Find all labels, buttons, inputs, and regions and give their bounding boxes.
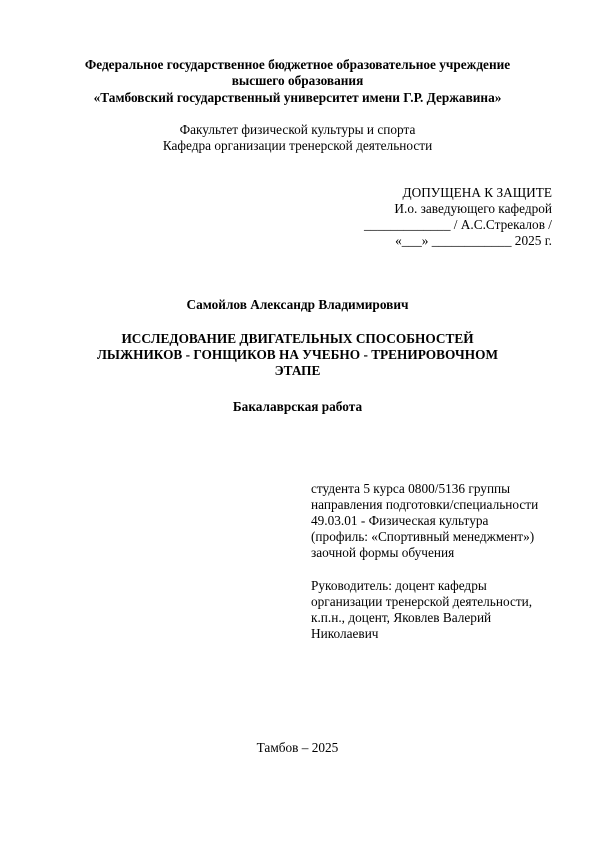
header-line-1: Федеральное государственное бюджетное образовательное учреждение (84, 57, 511, 72)
supervisor-line: Руководитель: доцент кафедры (311, 578, 487, 593)
student-info-line: заочной формы обучения (311, 545, 455, 560)
faculty-name: Факультет физической культуры и спорта (179, 122, 416, 137)
student-info-line: (профиль: «Спортивный менеджмент») (311, 529, 535, 544)
supervisor-block (311, 578, 532, 642)
supervisor-line: Николаевич (311, 626, 379, 641)
footer-city-year: Тамбов – 2025 (256, 740, 339, 755)
approval-block (364, 185, 552, 249)
thesis-title-line-3: ЭТАПЕ (274, 363, 321, 378)
header-line-3: «Тамбовский государственный университет имени Г.Р. Державина» (93, 90, 502, 105)
student-info-block (311, 481, 538, 561)
student-info-line: направления подготовки/специальности (311, 497, 539, 512)
thesis-title-line-2: ЛЫЖНИКОВ - ГОНЩИКОВ НА УЧЕБНО - ТРЕНИРОВОЧНОМ (96, 347, 499, 362)
header-line-2: высшего образования (231, 73, 364, 88)
approval-signature-line: _____________ / А.С.Стрекалов / (364, 217, 552, 232)
work-type: Бакалаврская работа (232, 399, 363, 414)
approval-role: И.о. заведующего кафедрой (394, 201, 552, 216)
student-info-line: студента 5 курса 0800/5136 группы (311, 481, 511, 496)
department-name: Кафедра организации тренерской деятельности (162, 138, 433, 153)
approval-date-line: «___» ____________ 2025 г. (395, 233, 552, 248)
approval-heading: ДОПУЩЕНА К ЗАЩИТЕ (402, 185, 552, 200)
supervisor-line: к.п.н., доцент, Яковлев Валерий (311, 610, 492, 625)
supervisor-line: организации тренерской деятельности, (311, 594, 533, 609)
author-name: Самойлов Александр Владимирович (186, 297, 409, 312)
thesis-title-line-1: ИССЛЕДОВАНИЕ ДВИГАТЕЛЬНЫХ СПОСОБНОСТЕЙ (121, 331, 474, 346)
student-info-line: 49.03.01 - Физическая культура (311, 513, 489, 528)
